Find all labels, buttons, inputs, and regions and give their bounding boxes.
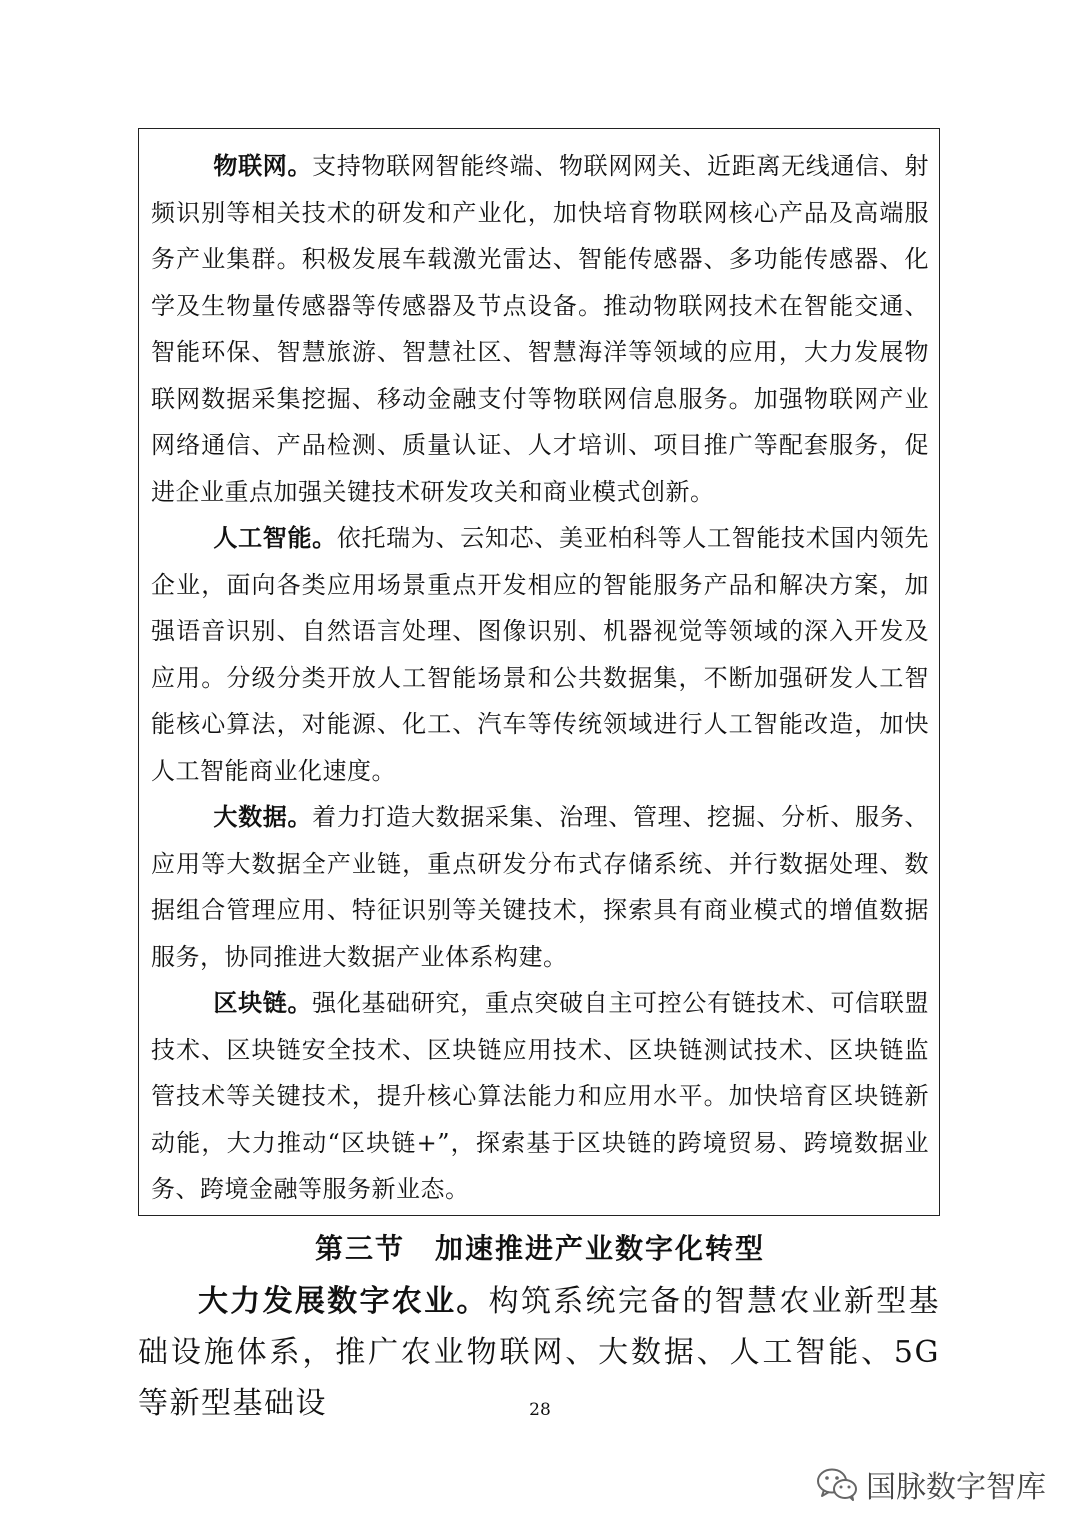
paragraph-ai [151, 515, 929, 794]
watermark [816, 1462, 1046, 1506]
boxed-section [138, 128, 940, 1216]
wechat-icon [816, 1466, 858, 1502]
watermark-text: 国脉数字智库 [866, 1470, 1046, 1505]
body-paragraph-lead: 大力发展数字农业。 [198, 1284, 489, 1319]
body-paragraph-text: 构筑系统完备的智慧农业新型基础设施体系，推广农业物联网、大数据、人工智能、5G等新型基础设 [138, 1284, 941, 1421]
paragraph-text: 依托瑞为、云知芯、美亚柏科等人工智能技术国内领先企业，面向各类应用场景重点开发相应的智能服务产品和解决方案，加强语音识别、自然语言处理、图像识别、机器视觉等领域的深入开发及应用。分级分类开放人工智能场景和公共数据集，不断加强研发人工智能核心算法，对能源、化工、汽车等传统领域进行人工智能改造，加快人工智能商业化速度。 [151, 524, 930, 785]
paragraph-lead: 人工智能。 [213, 523, 337, 552]
paragraph-lead: 区块链。 [213, 988, 313, 1017]
page-number: 28 [529, 1400, 551, 1420]
section-heading: 第三节 加速推进产业数字化转型 [314, 1232, 765, 1265]
paragraph-iot [151, 143, 929, 515]
paragraph-lead: 物联网。 [213, 151, 313, 180]
paragraph-blockchain [151, 980, 929, 1213]
paragraph-lead: 大数据。 [213, 802, 313, 831]
paragraph-text: 强化基础研究，重点突破自主可控公有链技术、可信联盟技术、区块链安全技术、区块链应用技术、区块链测试技术、区块链监管技术等关键技术，提升核心算法能力和应用水平。加快培育区块链新动能，大力推动“区块链+”，探索基于区块链的跨境贸易、跨境数据业务、跨境金融等服务新业态。 [151, 989, 930, 1203]
paragraph-big-data [151, 794, 929, 980]
paragraph-text: 支持物联网智能终端、物联网网关、近距离无线通信、射频识别等相关技术的研发和产业化，加快培育物联网核心产品及高端服务产业集群。积极发展车载激光雷达、智能传感器、多功能传感器、化学及生物量传感器等传感器及节点设备。推动物联网技术在智能交通、智能环保、智慧旅游、智慧社区、智慧海洋等领域的应用，大力发展物联网数据采集挖掘、移动金融支付等物联网信息服务。加强物联网产业网络通信、产品检测、质量认证、人才培训、项目推广等配套服务，促进企业重点加强关键技术研发攻关和商业模式创新。 [151, 152, 930, 506]
paragraph-text: 着力打造大数据采集、治理、管理、挖掘、分析、服务、应用等大数据全产业链，重点研发分布式存储系统、并行数据处理、数据组合管理应用、特征识别等关键技术，探索具有商业模式的增值数据服务，协同推进大数据产业体系构建。 [151, 803, 930, 971]
